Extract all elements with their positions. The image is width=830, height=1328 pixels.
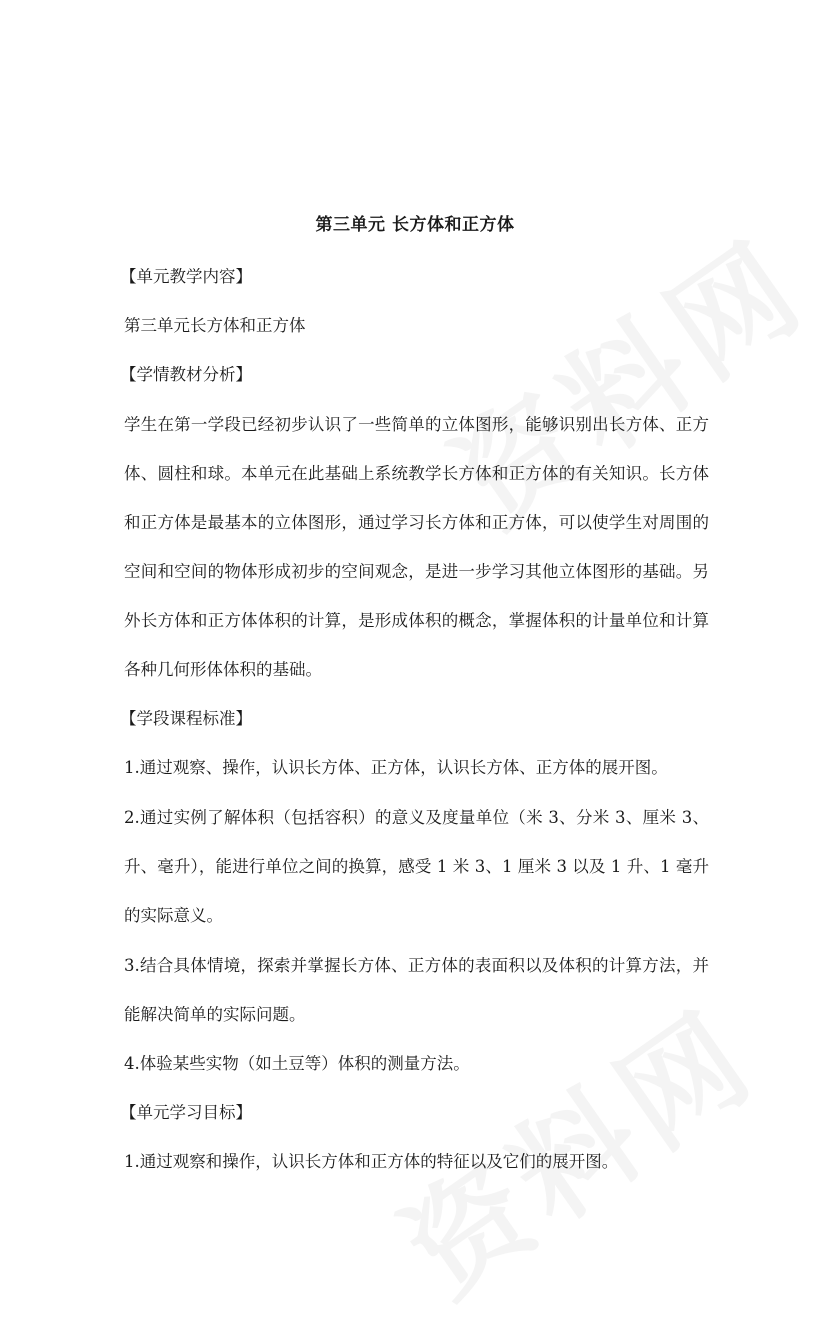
standard-item-3: 3.结合具体情境，探索并掌握长方体、正方体的表面积以及体积的计算方法，并能解决简单的实际问题。 — [124, 956, 709, 1024]
section-heading-learning-goals: 【单元学习目标】 — [120, 1103, 252, 1122]
standard-item-1: 1.通过观察、操作，认识长方体、正方体，认识长方体、正方体的展开图。 — [124, 758, 668, 777]
unit-content-text: 第三单元长方体和正方体 — [124, 316, 306, 335]
goal-item-1: 1.通过观察和操作，认识长方体和正方体的特征以及它们的展开图。 — [124, 1152, 619, 1171]
section-heading-curriculum-standard: 【学段课程标准】 — [120, 709, 252, 728]
analysis-paragraph: 学生在第一学段已经初步认识了一些简单的立体图形，能够识别出长方体、正方体、圆柱和球。本单元在此基础上系统教学长方体和正方体的有关知识。长方体和正方体是最基本的立体图形，通过学习长方体和正方体，可以使学生对周围的空间和空间的物体形成初步的空间观念，是进一步学习其他立体图形的基础。另外长方体和正方体体积的计算，是形成体积的概念，掌握体积的计量单位和计算各种几何形体体积的基础。 — [124, 415, 709, 679]
standard-item-4: 4.体验某些实物（如土豆等）体积的测量方法。 — [124, 1054, 470, 1073]
standard-item-2: 2.通过实例了解体积（包括容积）的意义及度量单位（米 3、分米 3、厘米 3、升、毫升），能进行单位之间的换算，感受 1 米 3、1 厘米 3 以及 1 升、1 毫升的实际意义。 — [124, 808, 709, 925]
document-body — [120, 259, 709, 1193]
page-title: 第三单元 长方体和正方体 — [315, 215, 515, 235]
section-heading-unit-content: 【单元教学内容】 — [120, 267, 252, 286]
section-heading-analysis: 【学情教材分析】 — [120, 365, 252, 384]
